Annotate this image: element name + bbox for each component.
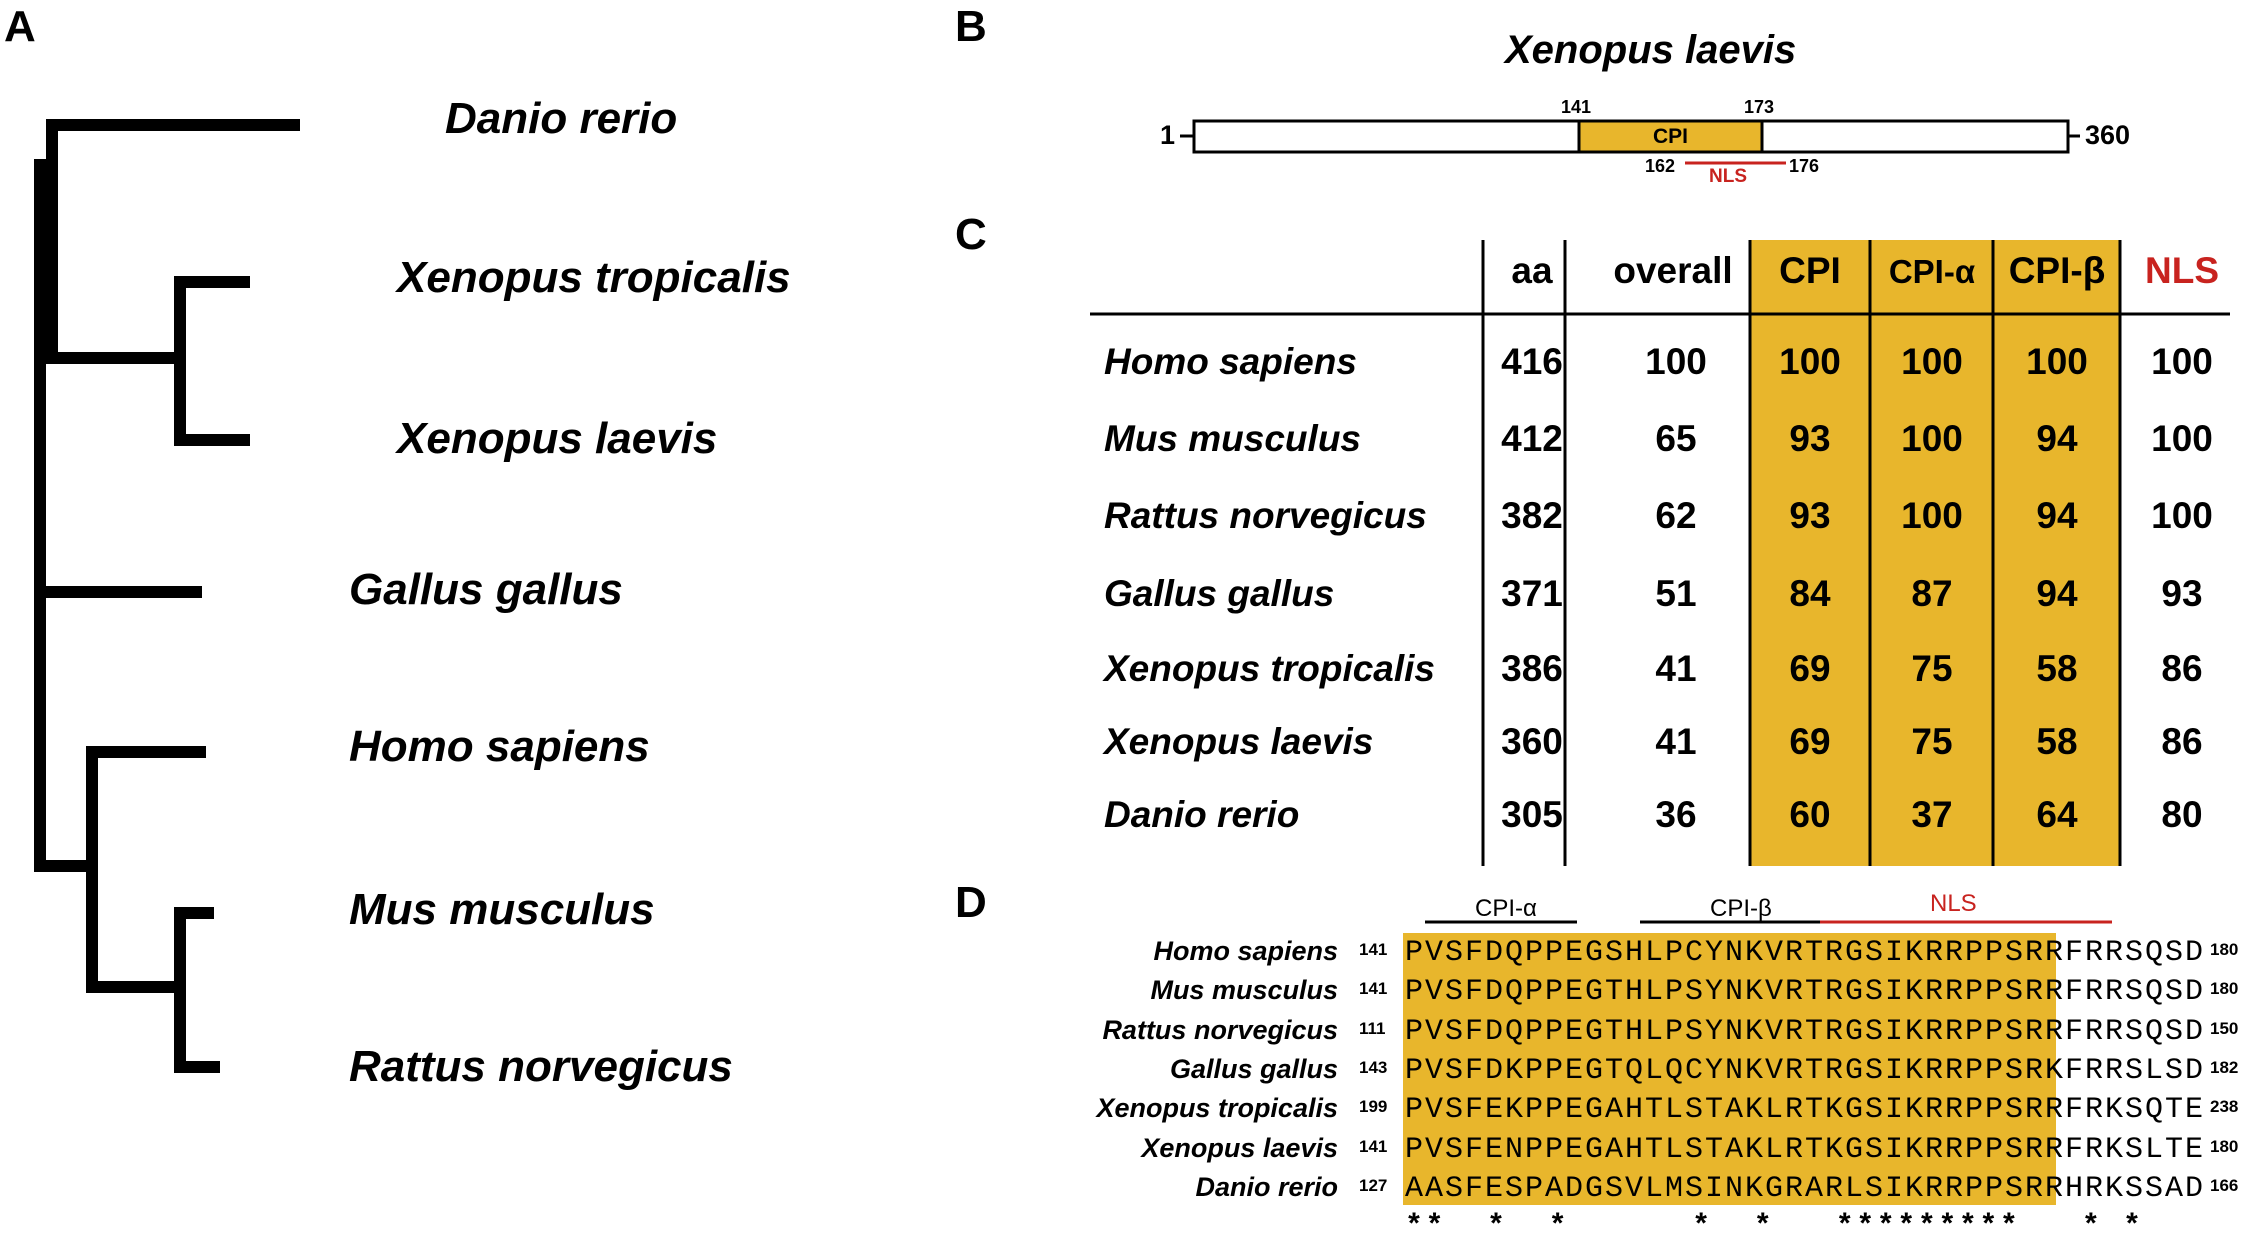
tree-leaf-xenopus-laevis: Xenopus laevis (397, 414, 718, 463)
table-cell: 58 (2036, 648, 2078, 689)
table-cell: 87 (1911, 573, 1953, 614)
table-cell: 416 (1501, 341, 1563, 382)
table-cell: 93 (2161, 573, 2203, 614)
table-header-overall: overall (1613, 250, 1733, 291)
nls-end-label: 176 (1789, 156, 1820, 176)
table-cell: 412 (1501, 418, 1563, 459)
alignment-species: Mus musculus (1150, 975, 1338, 1005)
table-species: Xenopus laevis (1104, 721, 1374, 762)
cpi-start-label: 141 (1561, 97, 1592, 117)
table-header-aa: aa (1511, 250, 1553, 291)
alignment-sequence: PVSFEKPPEGAHTLSTAKLRTKGSIKRRPPSRRFRKSQTE (1405, 1093, 2205, 1127)
domain-start: 1 (1160, 120, 1176, 150)
table-cell: 84 (1789, 573, 1831, 614)
table-cell: 51 (1655, 573, 1697, 614)
panel-label-b: B (955, 2, 987, 51)
alignment-sequence: AASFESPADGSVLMSINKGRARLSIKRRPPSRRHRKSSAD (1405, 1172, 2205, 1206)
alignment-start: 141 (1359, 979, 1388, 998)
table-species: Homo sapiens (1104, 341, 1357, 382)
table-species: Gallus gallus (1104, 573, 1335, 614)
table-header-cpi-beta: CPI-β (2008, 250, 2106, 291)
table-cell: 65 (1655, 418, 1697, 459)
table-cell: 86 (2161, 648, 2203, 689)
alignment-sequence: PVSFENPPEGAHTLSTAKLRTKGSIKRRPPSRRFRKSLTE (1405, 1133, 2205, 1167)
table-cell: 36 (1655, 794, 1697, 835)
alignment-start: 143 (1359, 1058, 1388, 1077)
table-cell: 37 (1911, 794, 1953, 835)
table-cell: 64 (2036, 794, 2078, 835)
table-cell: 100 (1779, 341, 1841, 382)
table-cell: 93 (1789, 495, 1831, 536)
tree-leaf-rattus-norvegicus: Rattus norvegicus (349, 1042, 733, 1091)
alignment-species-column (1000, 0, 1338, 1235)
table-cell: 93 (1789, 418, 1831, 459)
table-cell: 75 (1911, 721, 1953, 762)
alignment-species: Xenopus laevis (1141, 1133, 1338, 1163)
table-cell: 75 (1911, 648, 1953, 689)
alignment-species: Gallus gallus (1169, 1054, 1338, 1084)
alignment-start: 141 (1359, 1137, 1388, 1156)
nls-domain-label: NLS (1709, 166, 1747, 187)
alignment-sequence: PVSFDQPPEGTHLPSYNKVRTRGSIKRRPPSRRFRRSQSD (1405, 1015, 2205, 1049)
alignment-start: 199 (1359, 1097, 1388, 1116)
table-cell: 360 (1501, 721, 1563, 762)
table-cell: 94 (2036, 573, 2078, 614)
nls-start-label: 162 (1645, 156, 1676, 176)
table-cell: 100 (1901, 418, 1963, 459)
alignment-end: 180 (2210, 1137, 2239, 1156)
panel-label-c: C (955, 210, 987, 259)
table-cell: 58 (2036, 721, 2078, 762)
alignment-sequence: PVSFDQPPEGTHLPSYNKVRTRGSIKRRPPSRRFRRSQSD (1405, 975, 2205, 1009)
alignment-end: 238 (2210, 1097, 2239, 1116)
alignment-end: 180 (2210, 979, 2239, 998)
alignment-end: 150 (2210, 1019, 2239, 1038)
table-cell: 100 (2026, 341, 2088, 382)
table-cell: 69 (1789, 648, 1831, 689)
alignment-start: 111 (1359, 1019, 1386, 1038)
cpi-alpha-annotation: CPI-α (1475, 895, 1537, 922)
table-cell: 69 (1789, 721, 1831, 762)
table-cell: 371 (1501, 573, 1563, 614)
alignment-species: Homo sapiens (1153, 936, 1338, 966)
table-cell: 305 (1501, 794, 1563, 835)
table-cell: 100 (1901, 341, 1963, 382)
alignment-end: 166 (2210, 1176, 2239, 1195)
alignment-species: Rattus norvegicus (1102, 1015, 1338, 1045)
panel-label-a: A (4, 2, 36, 51)
table-cell: 94 (2036, 495, 2078, 536)
tree-leaf-gallus-gallus: Gallus gallus (349, 565, 623, 614)
cpi-end-label: 173 (1744, 97, 1775, 117)
alignment-start: 141 (1359, 940, 1388, 959)
alignment-sequence: PVSFDQPPEGSHLPCYNKVRTRGSIKRRPPSRRFRRSQSD (1405, 936, 2205, 970)
conservation-stars: ** * * * * ********* * * (1405, 1210, 2205, 1244)
alignment-sequence: PVSFDKPPEGTQLQCYNKVRTRGSIKRRPPSRKFRRSLSD (1405, 1054, 2205, 1088)
table-cell: 86 (2161, 721, 2203, 762)
table-cell: 100 (1645, 341, 1707, 382)
table-cell: 80 (2161, 794, 2203, 835)
table-cell: 100 (1901, 495, 1963, 536)
domain-end: 360 (2085, 120, 2131, 150)
alignment-species: Danio rerio (1195, 1172, 1338, 1202)
table-cell: 62 (1655, 495, 1697, 536)
table-cell: 41 (1655, 721, 1697, 762)
table-cell: 386 (1501, 648, 1563, 689)
table-cell: 94 (2036, 418, 2078, 459)
domain-title: Xenopus laevis (1505, 28, 1797, 72)
table-header-cpi-alpha: CPI-α (1888, 253, 1976, 290)
table-cell: 60 (1789, 794, 1831, 835)
table-species: Mus musculus (1104, 418, 1361, 459)
table-cell: 382 (1501, 495, 1563, 536)
table-header-nls: NLS (2145, 250, 2219, 291)
nls-annotation: NLS (1930, 890, 1977, 917)
cpi-beta-annotation: CPI-β (1710, 895, 1772, 922)
table-header-cpi: CPI (1779, 250, 1841, 291)
alignment-start: 127 (1359, 1176, 1388, 1195)
table-cell: 100 (2151, 418, 2213, 459)
alignment-end: 182 (2210, 1058, 2239, 1077)
table-cell: 100 (2151, 341, 2213, 382)
tree-leaf-homo-sapiens: Homo sapiens (349, 722, 650, 771)
table-species: Xenopus tropicalis (1104, 648, 1436, 689)
table-cell: 100 (2151, 495, 2213, 536)
alignment-end: 180 (2210, 940, 2239, 959)
tree-leaf-mus-musculus: Mus musculus (349, 885, 655, 934)
alignment-species: Xenopus tropicalis (1096, 1093, 1338, 1123)
table-cell: 41 (1655, 648, 1697, 689)
table-species: Danio rerio (1104, 794, 1300, 835)
table-species: Rattus norvegicus (1104, 495, 1427, 536)
cpi-domain-label: CPI (1652, 125, 1688, 148)
tree-leaf-danio-rerio: Danio rerio (445, 94, 678, 143)
tree-leaf-xenopus-tropicalis: Xenopus tropicalis (397, 253, 791, 302)
panel-label-d: D (955, 878, 987, 927)
